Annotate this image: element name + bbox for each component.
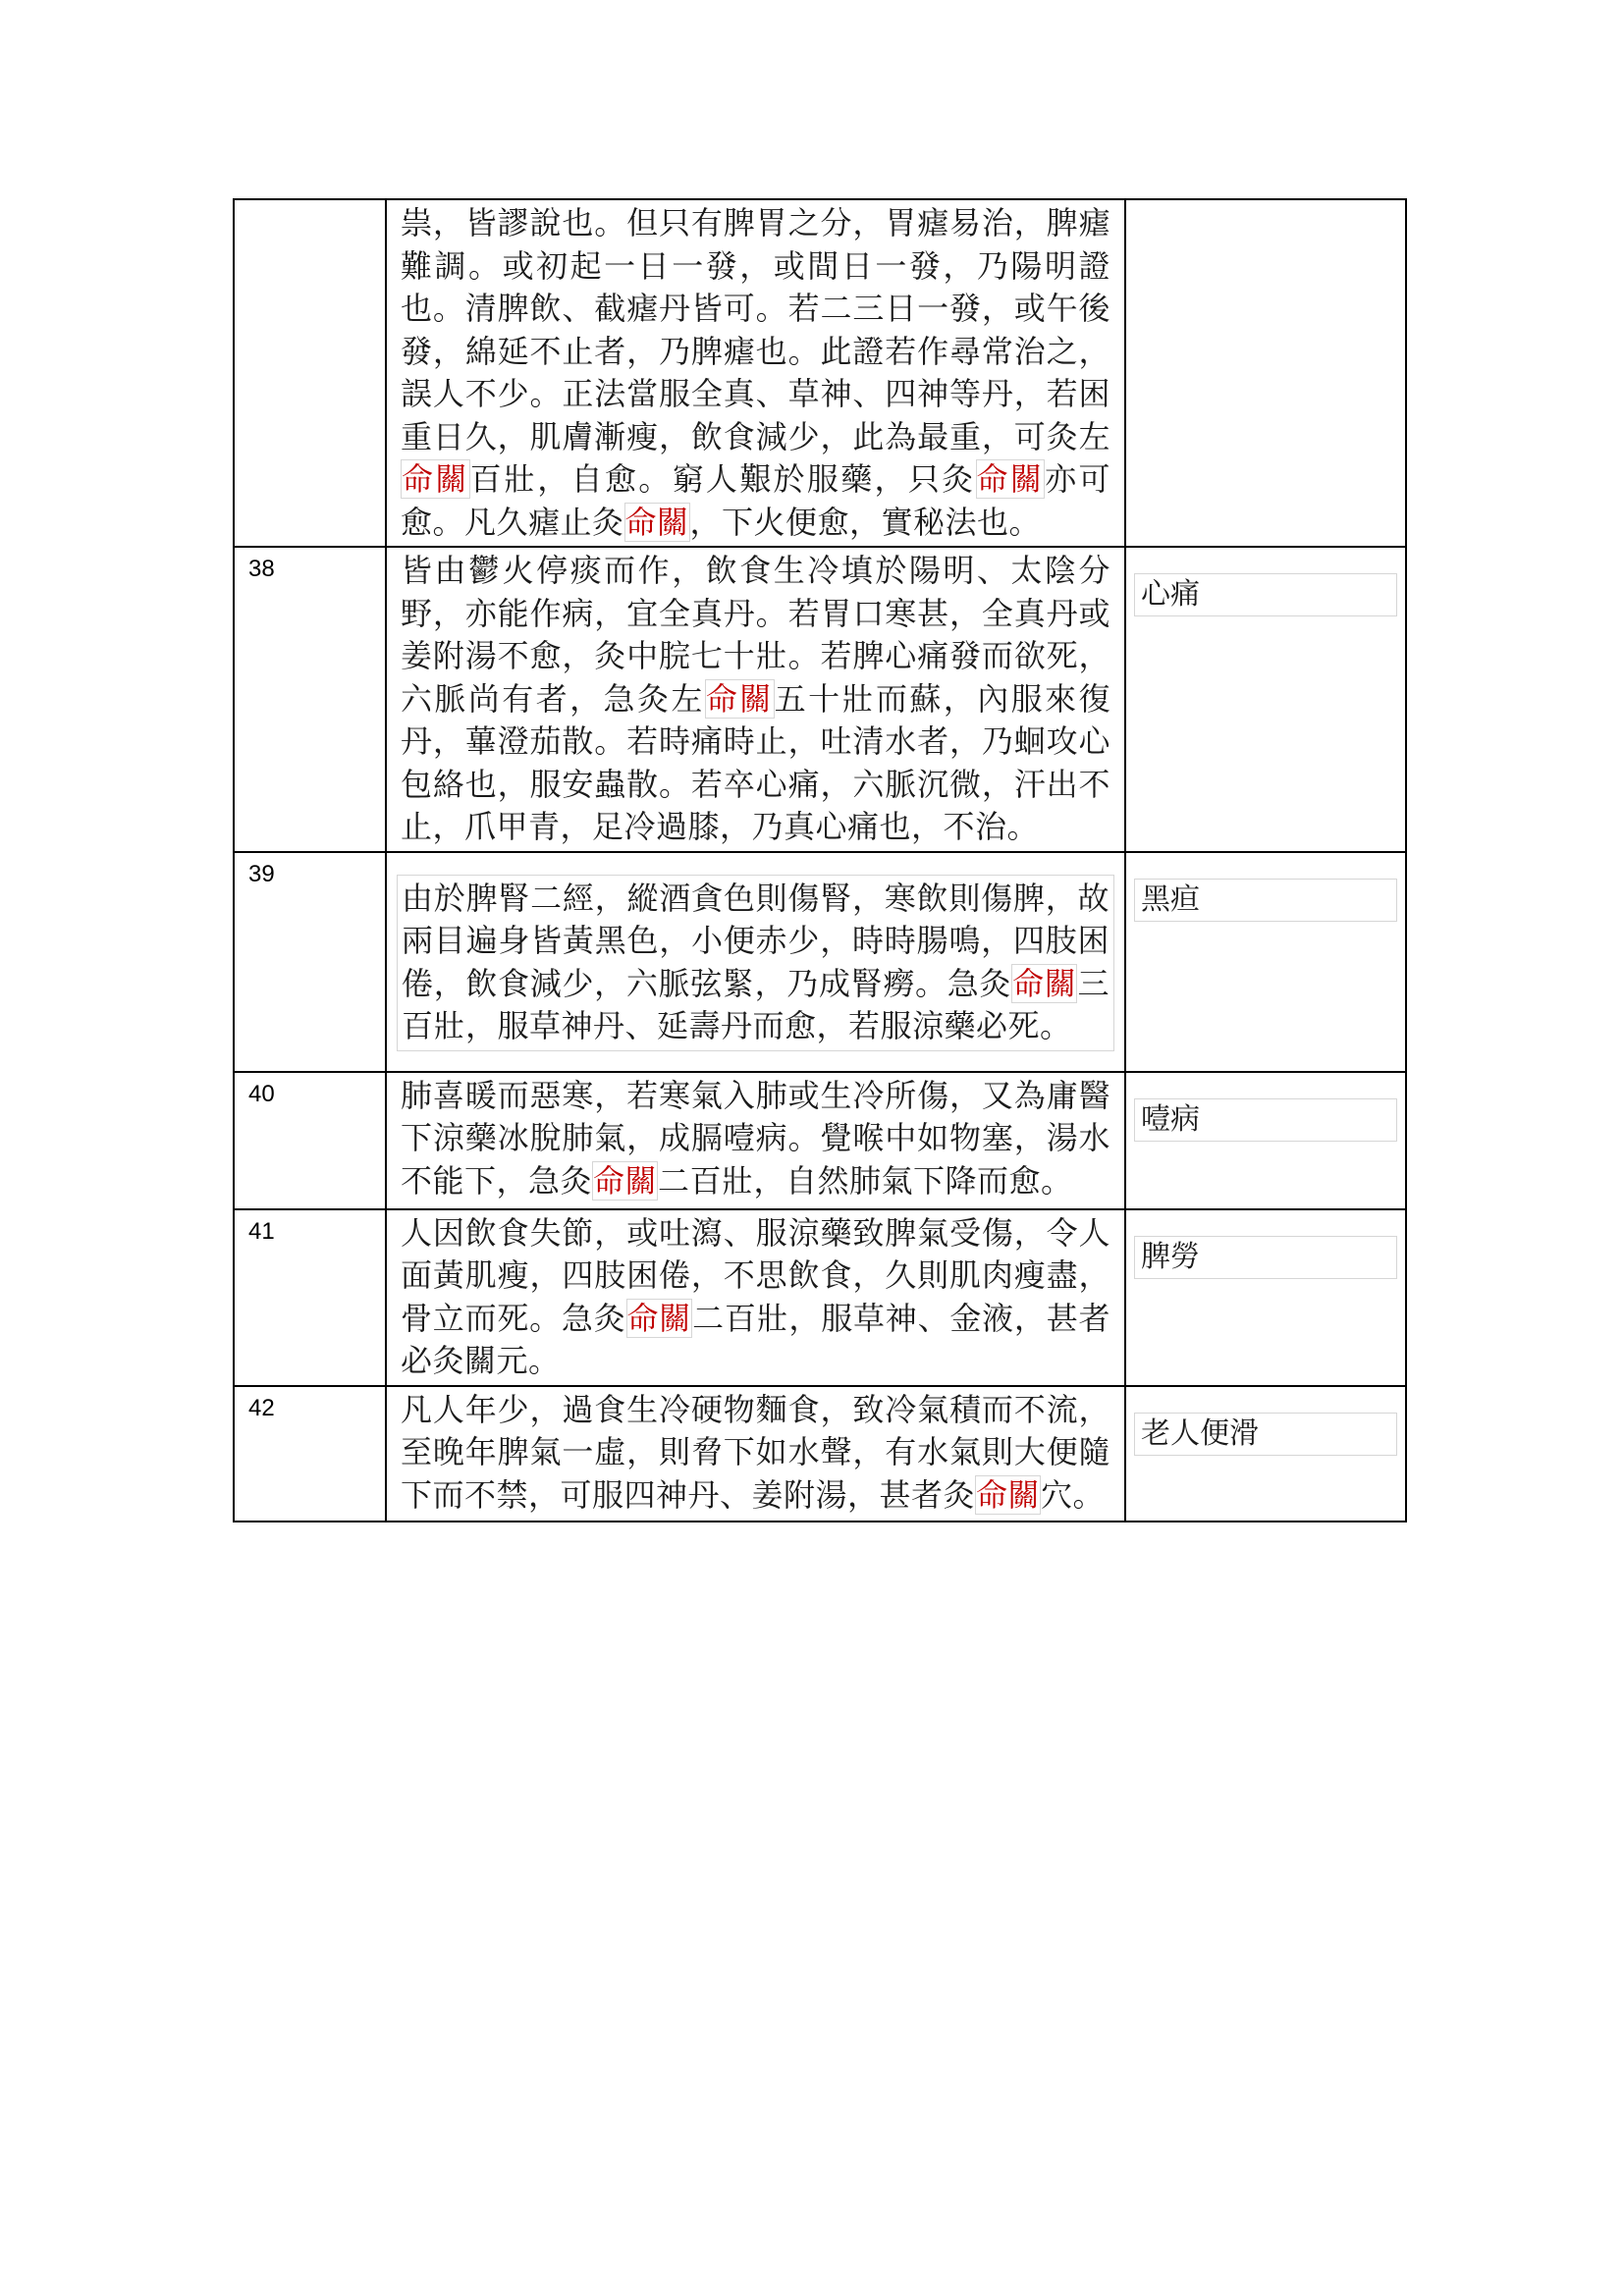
text-segment: 二百壯，服草神、金液，甚者必灸關元。 <box>401 1299 1110 1379</box>
description-text <box>387 1073 1124 1205</box>
text-segment: 人因飲食失節，或吐瀉、服涼藥致脾氣受傷，令人面黃肌瘦，四肢困倦，不思飲食，久則肌肉瘦盡，骨立而死。急灸 <box>401 1213 1110 1337</box>
table-row <box>234 1209 1406 1386</box>
text-segment: 亦可愈。凡久瘧止灸 <box>401 460 1110 541</box>
text-segment: 由於脾腎二經，縱酒貪色則傷腎，寒飲則傷脾，故兩目遍身皆黃黑色，小便赤少，時時腸鳴，四肢困倦，飲食減少，六脈弦緊，乃成腎癆。急灸 <box>402 879 1110 1002</box>
row-number-cell <box>234 547 386 852</box>
condition-label-field[interactable]: 黑疸 <box>1134 879 1397 922</box>
text-segment: 皆由鬱火停痰而作，飲食生冷填於陽明、太陰分野，亦能作病，宜全真丹。若胃口寒甚，全真丹或姜附湯不愈，灸中脘七十壯。若脾心痛發而欲死，六脈尚有者，急灸左 <box>401 552 1110 718</box>
highlight-keyword: 命關 <box>593 1161 658 1200</box>
row-number-cell <box>234 852 386 1072</box>
description-text <box>387 200 1124 546</box>
text-segment: 肺喜暖而惡寒，若寒氣入肺或生冷所傷，又為庸醫下涼藥冰脫肺氣，成膈噎病。覺喉中如物塞，湯水不能下，急灸 <box>401 1076 1110 1200</box>
description-cell <box>386 547 1125 852</box>
row-number-cell <box>234 1386 386 1522</box>
row-number: 39 <box>248 860 275 887</box>
row-number: 38 <box>248 556 275 582</box>
table-row <box>234 199 1406 547</box>
description-cell <box>386 1386 1125 1522</box>
moxibustion-table <box>233 198 1407 1522</box>
row-number <box>235 200 385 208</box>
description-text <box>387 1387 1124 1520</box>
description-cell <box>386 199 1125 547</box>
text-segment: 凡人年少，過食生冷硬物麵食，致冷氣積而不流，至晚年脾氣一虛，則脅下如水聲，有水氣則大便隨下而不禁，可服四神丹、姜附湯，甚者灸 <box>401 1390 1110 1514</box>
condition-label-field[interactable]: 心痛 <box>1134 573 1397 616</box>
table-body <box>234 199 1406 1522</box>
table-row <box>234 1072 1406 1209</box>
label-cell <box>1125 1209 1406 1386</box>
row-number: 41 <box>248 1217 275 1245</box>
text-segment: ，下火便愈，實秘法也。 <box>689 503 1042 541</box>
description-text <box>387 1210 1124 1385</box>
text-segment: 三百壯，服草神丹、延壽丹而愈，若服涼藥必死。 <box>402 964 1110 1044</box>
row-number-cell <box>234 1209 386 1386</box>
table-row <box>234 547 1406 852</box>
row-number-cell <box>234 1072 386 1209</box>
table-row <box>234 852 1406 1072</box>
text-segment: 二百壯，自然肺氣下降而愈。 <box>658 1161 1073 1200</box>
text-segment: 五十壯而蘇，內服來復丹，蓽澄茄散。若時痛時止，吐清水者，乃蛔攻心包絡也，服安蟲散。若卒心痛，六脈沉微，汗出不止，爪甲青，足冷過膝，乃真心痛也，不治。 <box>401 679 1110 845</box>
condition-label-field[interactable]: 噎病 <box>1134 1098 1397 1142</box>
highlight-keyword: 命關 <box>705 679 774 718</box>
condition-label-field[interactable]: 老人便滑 <box>1134 1413 1397 1456</box>
label-cell <box>1125 547 1406 852</box>
row-number-cell <box>234 199 386 547</box>
description-text <box>387 548 1124 851</box>
highlight-keyword: 命關 <box>626 1299 692 1337</box>
highlight-keyword: 命關 <box>976 1475 1041 1514</box>
row-number: 42 <box>248 1394 275 1421</box>
description-cell <box>386 1072 1125 1209</box>
description-cell <box>386 1209 1125 1386</box>
label-cell <box>1125 199 1406 547</box>
row-number: 40 <box>248 1080 275 1107</box>
label-cell <box>1125 1386 1406 1522</box>
table-row <box>234 1386 1406 1522</box>
text-segment: 穴。 <box>1041 1475 1106 1514</box>
label-cell <box>1125 1072 1406 1209</box>
highlight-keyword: 命關 <box>1012 964 1077 1002</box>
highlight-keyword: 命關 <box>976 460 1045 498</box>
description-text[interactable] <box>397 875 1114 1051</box>
text-segment: 百壯，自愈。窮人艱於服藥，只灸 <box>469 460 976 498</box>
description-cell <box>386 852 1125 1072</box>
label-cell <box>1125 852 1406 1072</box>
highlight-keyword: 命關 <box>624 503 689 541</box>
highlight-keyword: 命關 <box>402 460 469 498</box>
condition-label-field[interactable]: 脾勞 <box>1134 1236 1397 1279</box>
text-segment: 祟，皆謬說也。但只有脾胃之分，胃瘧易治，脾瘧難調。或初起一日一發，或間日一發，乃陽明證也。清脾飲、截瘧丹皆可。若二三日一發，或午後發，綿延不止者，乃脾瘧也。此證若作尋常治之，誤人不少。正法當服全真、草神、四神等丹，若困重日久，肌膚漸瘦，飲食減少，此為最重，可灸左 <box>401 204 1110 455</box>
